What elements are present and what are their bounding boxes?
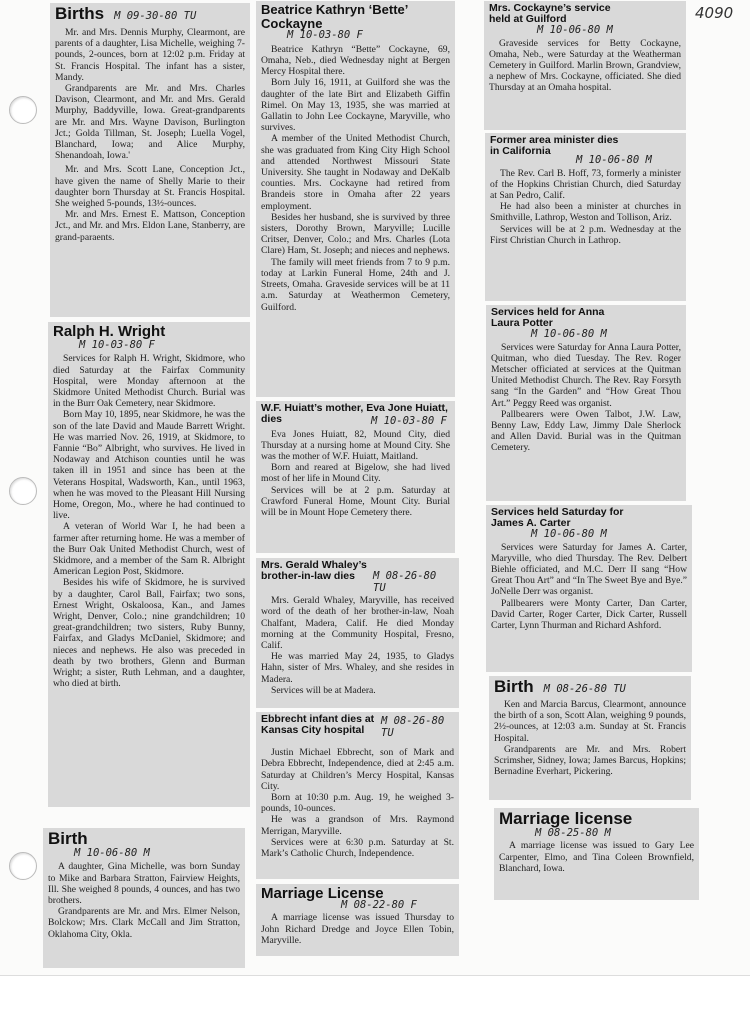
clipping-paragraph: He was married May 24, 1935, to Gladys Hahn, sister of Mrs. Whaley, and she resides in Madera. xyxy=(261,651,454,685)
clipping-paragraph: Services were Saturday for James A. Carter, Maryville, who died Thursday. The Rev. Delbert Biehle officiated, and M.C. Derr II sang “How Great Thou Art” and “In The Sweet Bye and Bye.” JoNelle Derr was organist. xyxy=(491,541,687,598)
clipping-paragraph: Eva Jones Huiatt, 82, Mound City, died Thursday at a nursing home at Mound City. She was the mother of W.F. Huiatt, Maitland. xyxy=(261,428,450,462)
clipping-body xyxy=(261,44,450,313)
clipping-headline: Ralph H. Wright xyxy=(53,323,166,340)
clipping-paragraph: A daughter, Gina Michelle, was born Sunday to Mike and Barbara Stratton, Fairview Heights, Ill. She weighed 8 pounds, 4 ounces, and has two brothers. xyxy=(48,861,240,906)
clipping-paragraph: The Rev. Carl B. Hoff, 73, formerly a minister of the Hopkins Christian Church, died Saturday at San Pedro, Calif. xyxy=(490,167,681,201)
clipping-headline: Former area minister dies in California xyxy=(490,134,619,158)
clipping-body xyxy=(490,168,681,246)
handwritten-date-note: M 08-26-80 TU xyxy=(381,715,445,739)
clipping-paragraph: Mr. and Mrs. Scott Lane, Conception Jct., have given the name of Shelly Marie to their daughter born Thursday at St. Francis Hospital. She weighed 5-pounds, 13½-ounces. xyxy=(55,164,245,210)
clipping-cockayne-service xyxy=(484,1,686,130)
handwritten-date-note: M 10-06-80 M xyxy=(74,846,150,859)
clipping-huiatt xyxy=(256,401,455,553)
clipping-paragraph: Services will be at 2 p.m. Wednesday at the First Christian Church in Lathrop. xyxy=(490,223,681,246)
clipping-headline: Mrs. Gerald Whaley’s brother-in-law dies xyxy=(261,559,367,583)
clipping-paragraph: Born and reared at Bigelow, she had lived most of her life in Mound City. xyxy=(261,462,450,485)
clipping-headline: Mrs. Cockayne’s service held at Guilford xyxy=(489,2,611,26)
clipping-paragraph: Graveside services for Betty Cockayne, Omaha, Neb., were Saturday at the Weatherman Cemetery in Guilford. Marlin Brown, Grandview, a nephew of Mrs. Cockayne, officiated. She died Thursday at an Omaha hospital. xyxy=(489,37,681,94)
clipping-body xyxy=(489,38,681,94)
clipping-paragraph: Born May 10, 1895, near Skidmore, he was the son of the late David and Maude Barrett Wright. He was married Nov. 26, 1919, at Skidmore, to Fannie “Bo” Albright, who survives. He lived in Nodaway and Atchison counties until he was taken ill in 1951 and since has been at the Veterans Hospital, Wadsworth, Kan., until 1963, when he was moved to the Pleasant Hill Nursing Home, Oregon, Mo., where he had continued to live. xyxy=(53,409,245,522)
clipping-paragraph: Born at 10:30 p.m. Aug. 19, he weighed 3-pounds, 10-ounces. xyxy=(261,791,454,815)
clipping-body xyxy=(261,595,454,696)
clipping-headline: Ebbrecht infant dies at Kansas City hospital xyxy=(261,713,375,737)
clipping-paragraph: Services will be at 2 p.m. Saturday at Crawford Funeral Home, Mount City. Burial will be in Mount Hope Cemetery there. xyxy=(261,484,450,518)
clipping-paragraph: A member of the United Methodist Church, she was graduated from King City High School and attended Northwest Missouri State University. She taught in Nodaway and DeKalb counties. Mrs. Cockayne had retired from Brandeis store in Omaha after 22 years employment. xyxy=(261,133,450,212)
clipping-births-murphy xyxy=(50,3,250,317)
clipping-paragraph: Services were at 6:30 p.m. Saturday at St. Mark’s Catholic Church, Independence. xyxy=(261,836,454,859)
clipping-paragraph: Pallbearers were Monty Carter, Dan Carter, David Carter, Roger Carter, Dick Carter, Russell Carter, Lynn Thurman and Richard Ashford. xyxy=(491,597,687,631)
clipping-paragraph: A marriage license was issued Thursday to John Richard Dredge and Joyce Ellen Tobin, Maryville. xyxy=(261,912,454,946)
clipping-body xyxy=(53,353,245,689)
clipping-cockayne-obituary xyxy=(256,1,455,397)
clipping-carter xyxy=(486,505,692,672)
clipping-paragraph: Mr. and Mrs. Ernest E. Mattson, Conception Jct., and Mr. and Mrs. Eldon Lane, Stanberry, are grand-paraents. xyxy=(55,209,245,243)
clipping-birth-stratton xyxy=(43,828,245,968)
clipping-body xyxy=(261,429,450,519)
clipping-potter xyxy=(486,305,686,501)
clipping-body xyxy=(494,699,686,777)
clipping-paragraph: A marriage license was issued to Gary Lee Carpenter, Elmo, and Tina Coleen Brownfield, Blanchard, Iowa. xyxy=(499,840,694,874)
clipping-paragraph: Grandparents are Mr. and Mrs. Elmer Nelson, Bolckow; Mrs. Clark McCall and Jim Stratton, Oklahoma City, Okla. xyxy=(48,906,240,940)
handwritten-date-note: M 10-03-80 F xyxy=(79,338,155,351)
clipping-headline: Beatrice Kathryn ‘Bette’ Cockayne xyxy=(261,2,408,31)
clipping-marriage-dredge xyxy=(256,884,459,956)
clipping-paragraph: Besides her husband, she is survived by three sisters, Dorothy Brown, Maryville; Lucille Critser, Denver, Colo.; and Mrs. Charles (Lota Clare) Ham, St. Joseph; and nieces and nephews. xyxy=(261,211,450,257)
clipping-body xyxy=(491,542,687,632)
clipping-headline: Services held Saturday for James A. Carter xyxy=(491,506,624,530)
clipping-headline: Birth xyxy=(494,677,534,696)
clipping-paragraph: Services will be at Madera. xyxy=(271,684,376,696)
clipping-headline: Births xyxy=(55,4,105,23)
clipping-ebbrecht xyxy=(256,712,459,879)
clipping-ralph-wright xyxy=(48,322,250,807)
clipping-paragraph: Services for Ralph H. Wright, Skidmore, who died Saturday at the Fairfax Community Hospital, were Monday afternoon at the Skidmore United Methodist Church. Burial was in the Burr Oak Cemetery, near Skidmore. xyxy=(53,353,245,410)
scanner-margin xyxy=(0,975,750,1033)
clipping-body xyxy=(261,747,454,859)
clipping-paragraph: Mr. and Mrs. Dennis Murphy, Clearmont, are parents of a daughter, Lisa Michelle, weighing 7-pounds, 2-ounces, born at 12:02 p.m. Friday at St. Francis Hospital. The infant has a sister, Mandy. xyxy=(55,27,245,83)
clipping-headline: Marriage license xyxy=(499,809,633,828)
clipping-paragraph: Grandparents are Mr. and Mrs. Charles Davison, Clearmont, and Mr. and Mrs. Gerald Murphy, Baddyville, Iowa. Great-grandparents are Mr. and Mrs. Wayne Davison, Burlington Jct.; Golda Tillman, St. Joseph; Luella Vogel, Blanchard, Iowa; and Alice Murphy, Shenandoah, Iowa.' xyxy=(55,83,245,162)
clipping-paragraph: Justin Michael Ebbrecht, son of Mark and Debra Ebbrecht, Independence, died at 2:45 a.m. Saturday at Children’s Mercy Hospital, Kansas City. xyxy=(261,747,454,792)
handwritten-date-note: M 10-06-80 M xyxy=(531,528,607,541)
clipping-marriage-carpenter xyxy=(494,808,699,900)
clipping-paragraph: Grandparents are Mr. and Mrs. Robert Scrimsher, Sidney, Iowa; James Barcus, Hopkins; Bernadine Everhart, Pickering. xyxy=(494,743,686,778)
handwritten-date-note: M 10-03-80 F xyxy=(371,415,447,428)
clipping-paragraph: Mrs. Gerald Whaley, Maryville, has received word of the death of her brother-in-law, Noah Chalfant, Madera, Calif. He died Monday morning at the Community Hospital, Fresno, Calif. xyxy=(261,595,454,651)
clipping-body xyxy=(48,861,240,939)
clipping-paragraph: Besides his wife of Skidmore, he is survived by a daughter, Carol Ball, Fairfax; two sons, Ernest Wright, Oskaloosa, Kan., and James Wright, Denver, Colo.; nine grandchildren; 10 great-grandchildren; two sisters, Ruby Bunny, Fairfax, and Gladys McDaniel, Skidmore; and nieces and nephews. He also was preceded in death by two brothers, Glenn and Burman Wright; a sister, Ruth Lehman, and a daughter, who died at birth. xyxy=(53,577,245,690)
clipping-hoff xyxy=(485,133,686,301)
clipping-paragraph: Services were Saturday for Anna Laura Potter, Quitman, who died Tuesday. The Rev. Roger Metscher officiated at services at the Quitman United Methodist Church. The Rev. Ray Forsyth sang “In the Garden” and “How Great Thou Art.” Peggy Reed was organist. xyxy=(491,341,681,409)
clipping-birth-barcus xyxy=(489,676,691,800)
clipping-body xyxy=(499,840,694,874)
handwritten-date-note: M 08-26-80 TU xyxy=(373,570,437,594)
clipping-paragraph: A veteran of World War I, he had been a farmer after returning home. He was a member of the Burr Oak United Methodist Church, west of Skidmore, and a member of the Sam R. Albright American Legion Post, Skidmore. xyxy=(53,521,245,578)
clipping-body xyxy=(55,27,245,243)
clipping-paragraph: Born July 16, 1911, at Guilford she was the daughter of the late Birt and Elizabeth Giffin Rimel. On May 13, 1935, she was married at Gallatin to John Lee Cockayne, Maryville, who survives. xyxy=(261,77,450,134)
handwritten-date-note: M 08-26-80 TU xyxy=(543,683,626,695)
clipping-body xyxy=(261,912,454,946)
clipping-whaley xyxy=(256,558,459,708)
clipping-paragraph: Ken and Marcia Barcus, Clearmont, announce the birth of a son, Scott Alan, weighing 9 pounds, 2½-ounces, at 12:03 a.m. Sunday at St. Francis Hospital. xyxy=(494,699,686,744)
clipping-headline: Marriage License xyxy=(261,885,384,902)
punch-hole xyxy=(9,852,37,880)
clipping-paragraph: He had also been a minister at churches in Smithville, Lathrop, Weston and Tollison, Ariz. xyxy=(490,201,681,224)
punch-hole xyxy=(9,477,37,505)
handwritten-date-note: M 10-03-80 F xyxy=(287,29,363,42)
clipping-paragraph: Pallbearers were Owen Talbot, J.W. Law, Benny Law, Eddy Law, Jimmy Dale Sherlock and Allen David. Burial was in the Quitman Cemetery. xyxy=(491,408,681,454)
handwritten-date-note: M 10-06-80 M xyxy=(531,328,607,341)
clipping-paragraph: He was a grandson of Mrs. Raymond Merrigan, Maryville. xyxy=(261,814,454,837)
clipping-headline: W.F. Huiatt’s mother, Eva Jone Huiatt, dies xyxy=(261,402,448,426)
handwritten-date-note: M 10-06-80 M xyxy=(576,154,652,167)
handwritten-date-note: M 09-30-80 TU xyxy=(114,10,197,22)
page-number: 4090 xyxy=(695,4,734,22)
handwritten-date-note: M 08-22-80 F xyxy=(341,898,417,911)
clipping-body xyxy=(491,342,681,454)
clipping-headline: Birth xyxy=(48,829,88,848)
clipping-headline: Services held for Anna Laura Potter xyxy=(491,306,605,330)
clipping-paragraph: Beatrice Kathryn “Bette” Cockayne, 69, Omaha, Neb., died Wednesday night at Bergen Mercy Hospital there. xyxy=(261,43,450,78)
handwritten-date-note: M 08-25-80 M xyxy=(535,826,611,839)
handwritten-date-note: M 10-06-80 M xyxy=(537,24,613,37)
punch-hole xyxy=(9,96,37,124)
clipping-paragraph: The family will meet friends from 7 to 9 p.m. today at Larkin Funeral Home, 24th and J. Streets, Omaha. Graveside services will be at 11 a.m. Saturday at Weathermon Cemetery, Guilford. xyxy=(261,256,450,313)
